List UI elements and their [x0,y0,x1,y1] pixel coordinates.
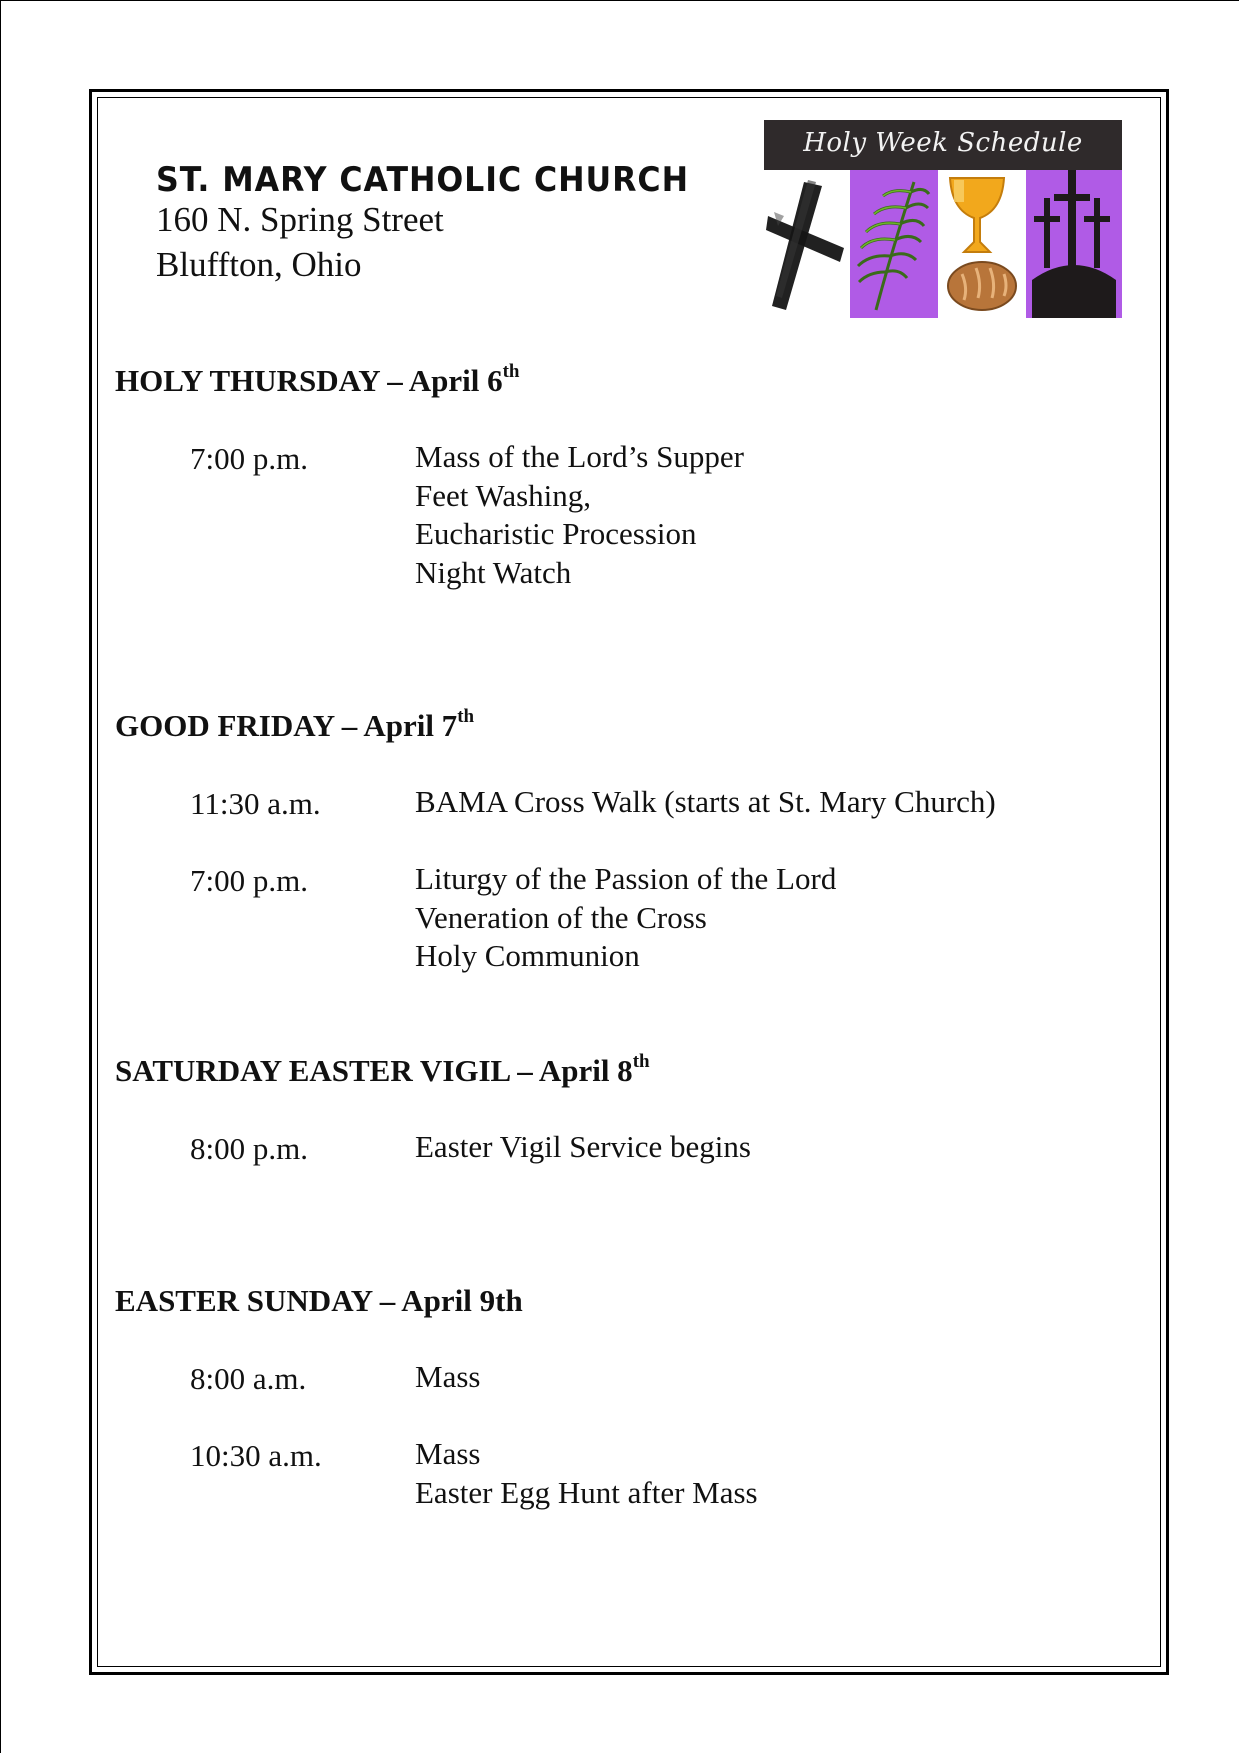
event-time: 8:00 a.m. [190,1361,307,1396]
event-time: 10:30 a.m. [190,1438,322,1473]
section-heading-holy-thursday: HOLY THURSDAY – April 6th [115,361,520,398]
event-time: 8:00 p.m. [190,1131,308,1166]
event-time: 11:30 a.m. [190,786,321,821]
chalice-icon [950,178,1004,252]
section-heading-good-friday: GOOD FRIDAY – April 7th [115,706,475,743]
event-description: Easter Vigil Service begins [415,1129,751,1164]
banner-artwork [764,170,1122,318]
event-description: Mass of the Lord’s Supper Feet Washing, Eucharistic Procession Night Watch [415,439,744,590]
ash-cross-icon [766,180,844,310]
event-description: Liturgy of the Passion of the Lord Veneration of the Cross Holy Communion [415,861,837,973]
address-line-1: 160 N. Spring Street [156,200,444,239]
event-description: Mass Easter Egg Hunt after Mass [415,1436,758,1510]
event-time: 7:00 p.m. [190,863,308,898]
address-line-2: Bluffton, Ohio [156,245,362,284]
bread-icon [948,262,1016,310]
section-heading-easter-sunday: EASTER SUNDAY – April 9th [115,1283,523,1318]
event-time: 7:00 p.m. [190,441,308,476]
church-name: ST. MARY CATHOLIC CHURCH [156,160,689,200]
event-description: BAMA Cross Walk (starts at St. Mary Church) [415,784,996,819]
event-description: Mass [415,1359,481,1394]
holy-week-banner [764,120,1122,318]
section-heading-easter-vigil: SATURDAY EASTER VIGIL – April 8th [115,1051,650,1088]
banner-title: Holy Week Schedule [803,128,1083,158]
